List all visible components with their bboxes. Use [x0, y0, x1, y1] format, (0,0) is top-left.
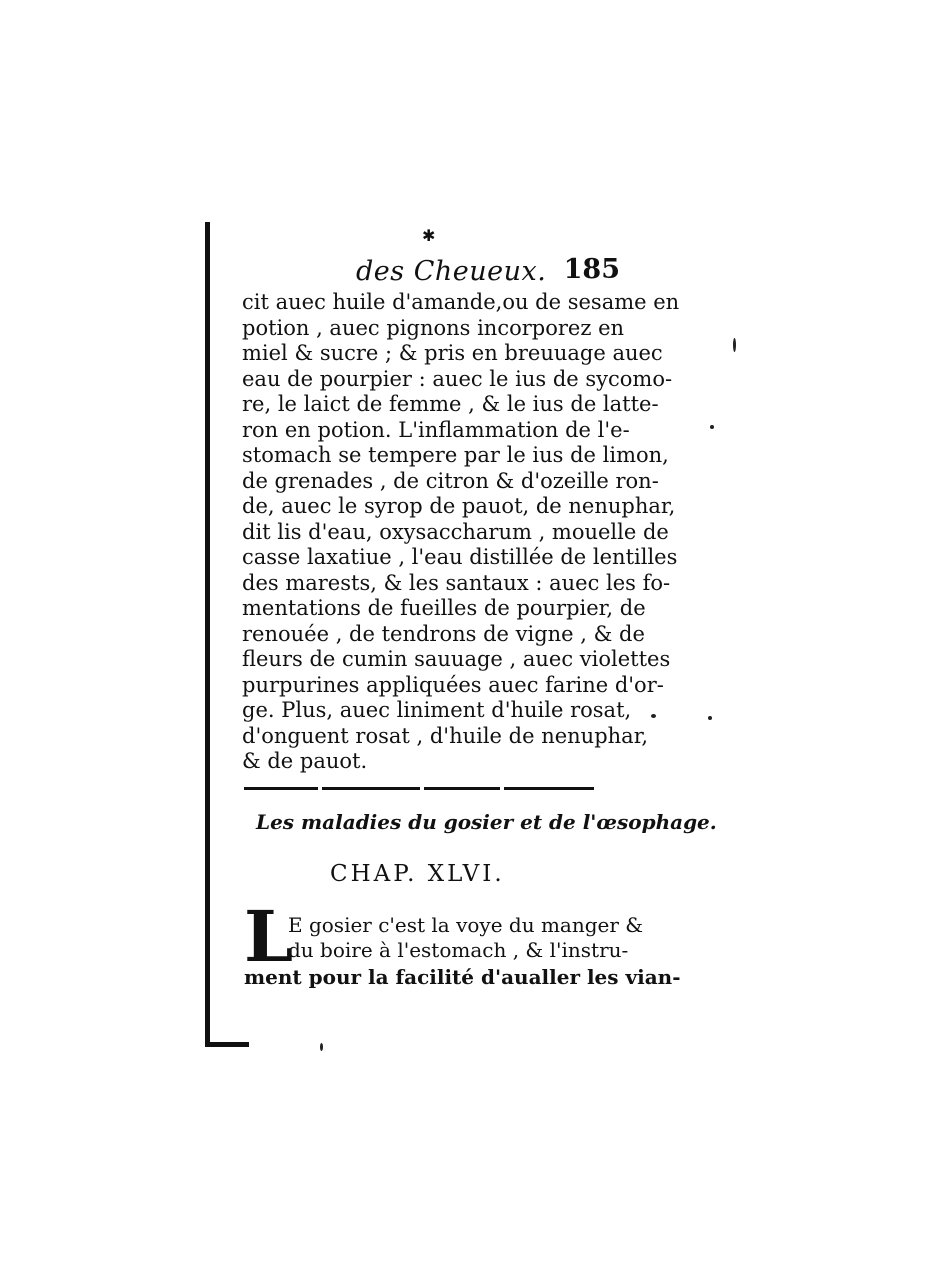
page-border-left	[205, 222, 210, 1047]
body-paragraph	[242, 290, 680, 775]
page-border-foot	[205, 1042, 249, 1047]
text-line: ron en potion. L'inflammation de l'e-	[242, 417, 630, 442]
chapter-heading: CHAP. XLVI.	[330, 861, 505, 887]
chapter-paragraph	[244, 895, 681, 995]
text-line: d'onguent rosat , d'huile de nenuphar,	[242, 723, 649, 748]
page-number: 185	[563, 254, 620, 285]
scan-speck	[733, 338, 736, 352]
text-line: mentations de fueilles de pourpier, de	[242, 596, 646, 620]
text-line: re, le laict de femme , & le ius de latte-	[242, 392, 659, 416]
text-line: dit lis d'eau, oxysaccharum , mouelle de	[242, 519, 669, 544]
scan-speck	[708, 716, 712, 720]
ornament-icon: ✱	[422, 226, 436, 245]
text-line: stomach se tempere par le ius de limon,	[242, 443, 669, 467]
text-line: des marests, & les santaux : auec les fo-	[242, 570, 671, 595]
text-line: purpurines appliquées auec farine d'or-	[242, 672, 664, 697]
scan-speck	[320, 1043, 323, 1051]
text-line: fleurs de cumin sauuage , auec violettes	[242, 647, 671, 671]
text-line: potion , auec pignons incorporez en	[242, 315, 625, 340]
text-line: miel & sucre ; & pris en breuuage auec	[242, 341, 663, 365]
section-divider	[504, 787, 594, 790]
text-line: casse laxatiue , l'eau distillée de lentilles	[242, 545, 678, 569]
text-line: de, auec le syrop de pauot, de nenuphar,	[242, 494, 676, 518]
section-divider	[244, 787, 318, 790]
text-line: eau de pourpier : auec le ius de sycomo-	[242, 366, 673, 391]
text-line: E gosier c'est la voye du manger &	[288, 913, 644, 937]
scan-speck	[710, 425, 714, 429]
text-line: ge. Plus, auec liniment d'huile rosat,	[242, 698, 632, 722]
text-line: & de pauot.	[242, 749, 368, 773]
running-head: des Cheueux.	[356, 256, 547, 287]
page-header	[240, 256, 620, 290]
scan-speck	[651, 714, 656, 718]
text-line: cit auec huile d'amande,ou de sesame en	[242, 290, 680, 314]
section-divider	[424, 787, 500, 790]
section-title: Les maladies du gosier et de l'œsophage.	[256, 810, 717, 834]
drop-cap: L	[244, 895, 294, 978]
section-divider	[322, 787, 420, 790]
text-line: ment pour la facilité d'aualler les vian-	[244, 965, 681, 989]
text-line: de grenades , de citron & d'ozeille ron-	[242, 468, 659, 493]
text-line: du boire à l'estomach , & l'instru-	[288, 938, 629, 962]
text-line: renouée , de tendrons de vigne , & de	[242, 621, 645, 646]
